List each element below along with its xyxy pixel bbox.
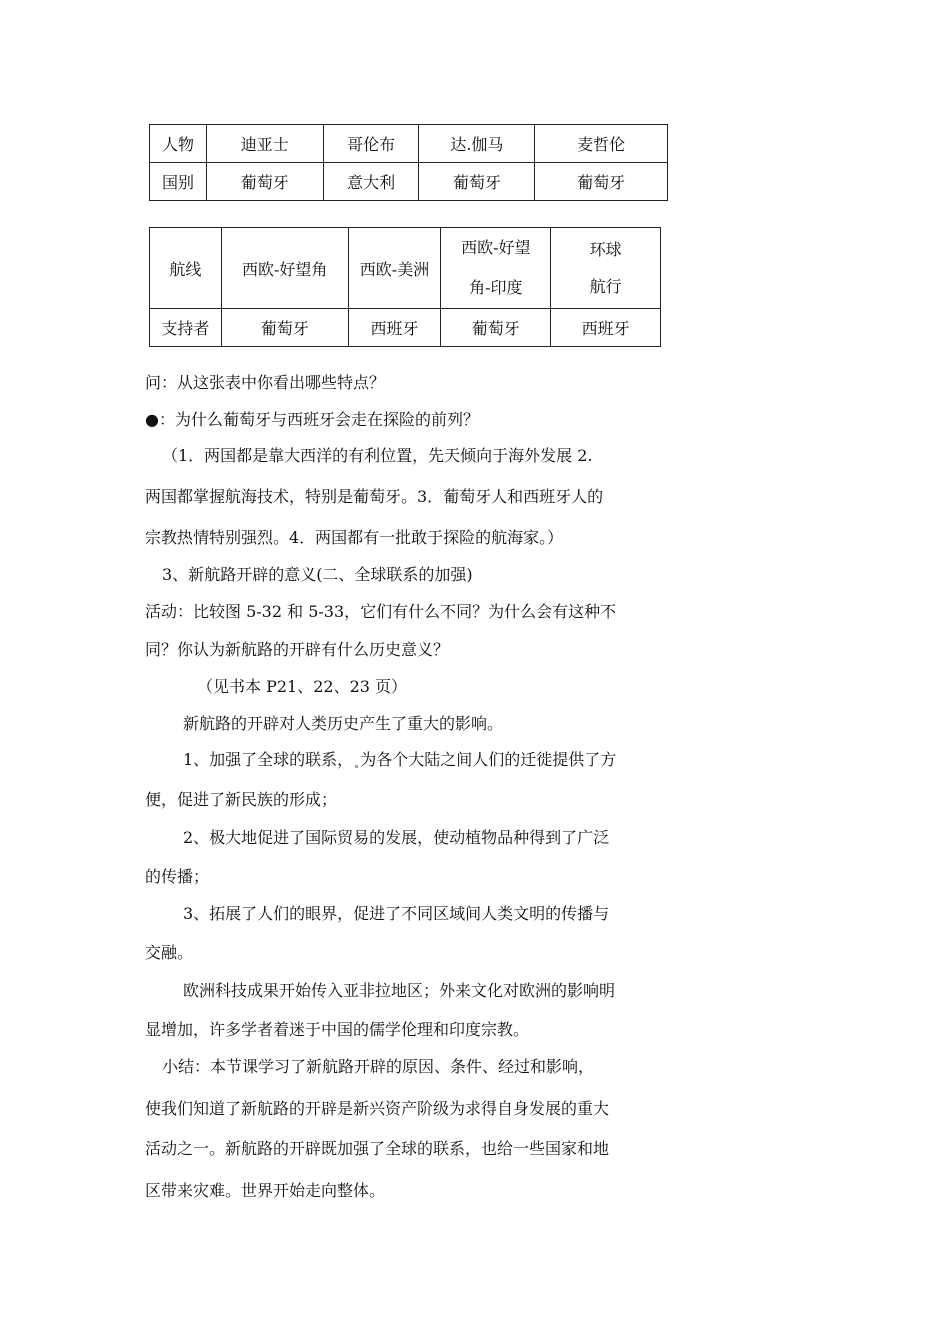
table-cell: [551, 228, 661, 309]
cell-line: 环球: [589, 240, 622, 259]
table-cell: 葡萄牙: [441, 309, 551, 347]
table-cell: 葡萄牙: [221, 309, 348, 347]
table-cell: 达.伽马: [419, 125, 535, 163]
summary-line: 活动之一。新航路的开辟既加强了全球的联系，也给一些国家和地: [145, 1139, 610, 1158]
paragraph-line: 欧洲科技成果开始传入亚非拉地区；外来文化对欧洲的影响明: [183, 981, 616, 1000]
table-row: [150, 309, 661, 347]
table-cell: 人物: [150, 125, 207, 163]
summary-line: 使我们知道了新航路的开辟是新兴资产阶级为求得自身发展的重大: [145, 1099, 610, 1118]
table-cell: 航线: [150, 228, 222, 309]
cell-line: 航行: [589, 277, 622, 296]
table-cell: 西欧-美洲: [348, 228, 441, 309]
answer-line: 两国都掌握航海技术，特别是葡萄牙。3．葡萄牙人和西班牙人的: [145, 487, 604, 506]
table-cell: 葡萄牙: [535, 163, 668, 201]
paragraph-line: 的传播；: [145, 867, 210, 886]
explorers-country-table: [149, 124, 668, 201]
stray-mark: [355, 765, 358, 768]
table-cell: 迪亚士: [206, 125, 323, 163]
section-heading: [162, 565, 473, 585]
paragraph-line: 2、极大地促进了国际贸易的发展，使动植物品种得到了广泛: [183, 828, 610, 847]
table-cell: 葡萄牙: [419, 163, 535, 201]
routes-supporter-table: [149, 227, 661, 347]
table-cell: 哥伦布: [323, 125, 419, 163]
table-row: [150, 163, 668, 201]
paragraph-line: 3、拓展了人们的眼界，促进了不同区域间人类文明的传播与: [183, 904, 610, 923]
table-cell: 麦哲伦: [535, 125, 668, 163]
table-row: [150, 125, 668, 163]
paragraph-line: 新航路的开辟对人类历史产生了重大的影响。: [183, 714, 504, 733]
cell-line: 西欧-好望: [461, 238, 531, 257]
table-cell: 西班牙: [348, 309, 441, 347]
table-cell: 西欧-好望角: [221, 228, 348, 309]
paragraph-part: 为各个大陆之间人们的迁徙提供了方: [360, 750, 617, 769]
answer-line: 宗教热情特别强烈。4．两国都有一批敢于探险的航海家。）: [145, 528, 564, 547]
reference-line: （见书本 P21、22、23 页）: [197, 677, 408, 696]
question-line: 问：从这张表中你看出哪些特点？: [145, 373, 386, 392]
table-cell: [441, 228, 551, 309]
paragraph-part: 1、加强了全球的联系，: [183, 750, 354, 769]
paragraph-line: [183, 750, 616, 770]
cell-line: 角-印度: [469, 278, 523, 297]
summary-line: 区带来灾难。世界开始走向整体。: [145, 1181, 386, 1200]
activity-line: 活动：比较图 5-32 和 5-33，它们有什么不同？为什么会有这种不: [145, 602, 617, 621]
section-heading-part: 航路开辟的意义(二、全球联系的加强): [204, 565, 473, 584]
table-row: [150, 228, 661, 309]
section-heading-part: 3、新: [162, 565, 205, 584]
question-line: ●：为什么葡萄牙与西班牙会走在探险的前列？: [145, 410, 479, 429]
summary-line: 小结：本节课学习了新航路开辟的原因、条件、经过和影响，: [162, 1057, 595, 1076]
table-cell: 支持者: [150, 309, 222, 347]
table-cell: 葡萄牙: [206, 163, 323, 201]
paragraph-line: 便，促进了新民族的形成；: [145, 790, 338, 809]
table-cell: 国别: [150, 163, 207, 201]
paragraph-line: 交融。: [145, 943, 194, 962]
table-cell: 意大利: [323, 163, 419, 201]
activity-line: 同？你认为新航路的开辟有什么历史意义？: [145, 640, 450, 659]
answer-line: （1．两国都是靠大西洋的有利位置，先天倾向于海外发展 2.: [162, 446, 593, 465]
table-cell: 西班牙: [551, 309, 661, 347]
paragraph-line: 显增加，许多学者着迷于中国的儒学伦理和印度宗教。: [145, 1020, 530, 1039]
